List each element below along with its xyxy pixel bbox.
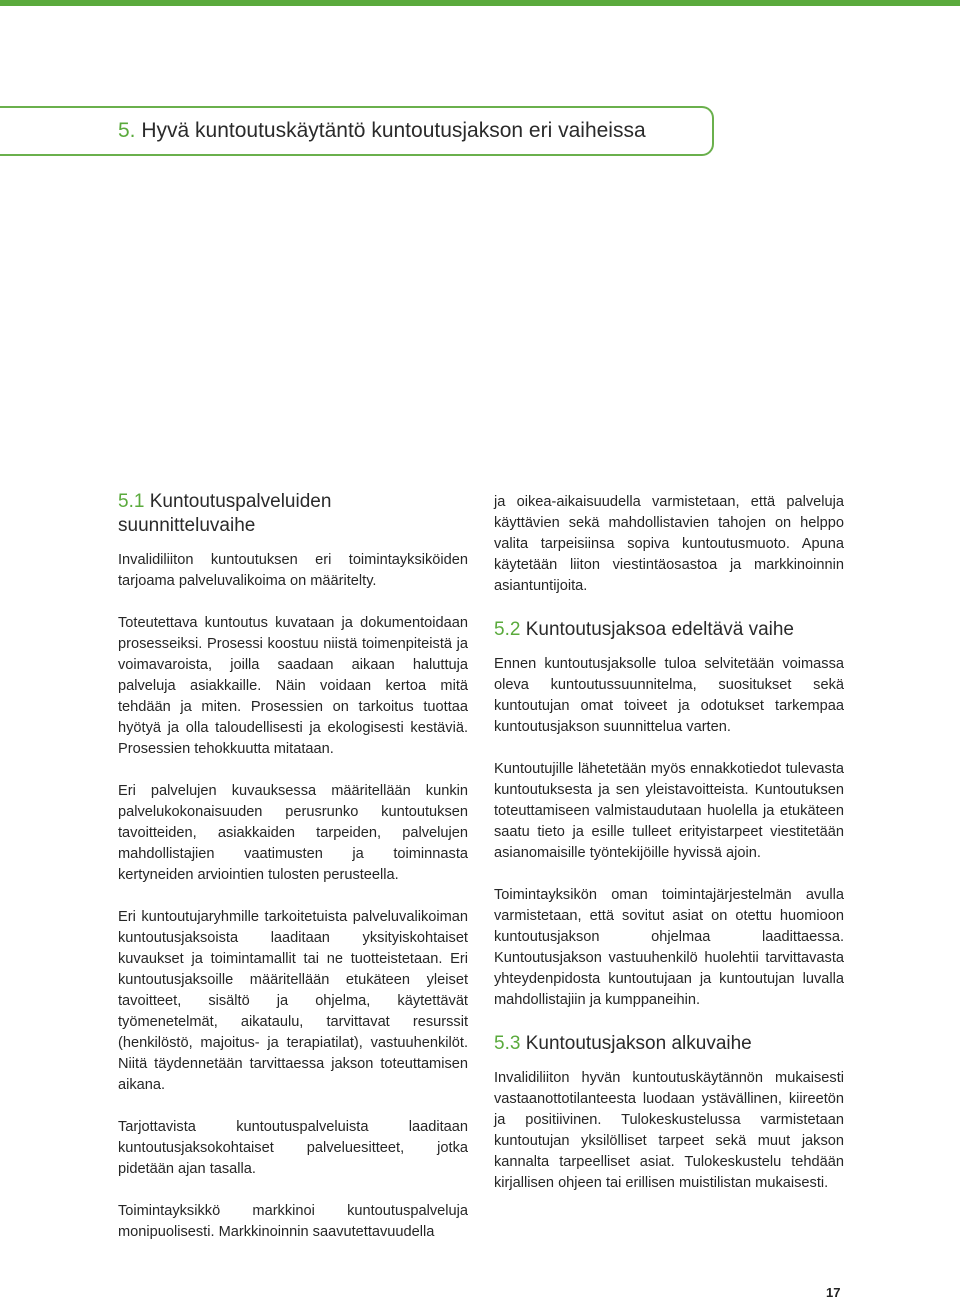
- paragraph-continuation: ja oikea-aikaisuudella varmistetaan, että palveluja käyttävien sekä mahdollistavien tahojen on helppo valita tarpeisiinsa sopiva kuntoutusmuoto. Apuna käytetään liiton viestintäosastoa ja markkinoinnin asiantuntijoita.: [494, 494, 844, 594]
- section-5-2-heading: [494, 618, 844, 642]
- page-number: 17: [826, 1285, 841, 1300]
- paragraph: Tarjottavista kuntoutuspalveluista laaditaan kuntoutusjaksokohtaiset palveluesitteet, jotka pidetään ajan tasalla.: [118, 1119, 468, 1177]
- section-title-line2: suunnitteluvaihe: [118, 515, 256, 536]
- section-number: 5.2: [494, 619, 521, 640]
- paragraph: Invalidiliiton kuntoutuksen eri toimintayksiköiden tarjoama palveluvalikoima on määritelty.: [118, 552, 468, 589]
- section-title: Kuntoutusjakson alkuvaihe: [525, 1033, 752, 1054]
- chapter-title-text: Hyvä kuntoutuskäytäntö kuntoutusjakson eri vaiheissa: [141, 119, 646, 142]
- paragraph: Invalidiliiton hyvän kuntoutuskäytännön mukaisesti vastaanottotilanteesta luodaan ystävällinen, kiireetön ja positiivinen. Tulokeskustelussa varmistetaan kuntoutujan yksilölliset tarpeet sekä muut jakson kannalta tarpeelliset asiat. Tulokeskustelu tehdään kirjallisen ohjeen tai erillisen muistilistan mukaisesti.: [494, 1070, 844, 1191]
- chapter-title: [118, 108, 646, 154]
- left-column: [118, 490, 468, 1264]
- paragraph: Toimintayksikön oman toimintajärjestelmän avulla varmistetaan, että sovitut asiat on otettu huomioon kuntoutusjakson ohjelmaa laadittaessa. Kuntoutusjakson vastuuhenkilö huolehtii tarvittavasta yhteydenpidosta kuntoutujaan ja kuntoutujan luvalla mahdollistajiin ja kumppaneihin.: [494, 887, 844, 1008]
- paragraph: Ennen kuntoutusjaksolle tuloa selvitetään voimassa oleva kuntoutussuunnitelma, suositukset sekä kuntoutujan omat toiveet ja odotukset tarkempaa kuntoutusjakson suunnittelua varten.: [494, 656, 844, 735]
- paragraph: Toimintayksikkö markkinoi kuntoutuspalveluja monipuolisesti. Markkinoinnin saavutettavuudella: [118, 1203, 468, 1240]
- chapter-banner: [0, 106, 714, 156]
- top-accent-bar: [0, 0, 960, 6]
- section-number: 5.1: [118, 491, 145, 512]
- right-column: [494, 492, 844, 1215]
- section-title: Kuntoutusjaksoa edeltävä vaihe: [525, 619, 795, 640]
- paragraph: Toteutettava kuntoutus kuvataan ja dokumentoidaan prosesseiksi. Prosessi koostuu niistä toimenpiteistä ja voimavaroista, joilla saadaan aikaan haluttuja palveluja asiakkaille. Näin voidaan kertoa mitä tehdään ja miten. Prosessien on tarkoitus tuottaa hyötyä ja olla taloudellisesti ja ekologisesti kestäviä. Prosessien tehokkuutta mitataan.: [118, 615, 468, 757]
- paragraph: Kuntoutujille lähetetään myös ennakkotiedot tulevasta kuntoutuksesta ja sen yleistavoitteista. Kuntoutuksen toteuttamiseen valmistaudutaan huolella ja etukäteen saatu tieto ja esille tulleet erityistarpeet viestitetään asianomaisille työntekijöille hyvissä ajoin.: [494, 761, 844, 861]
- chapter-number: 5.: [118, 119, 136, 142]
- section-5-1-heading: [118, 490, 468, 538]
- paragraph: Eri palvelujen kuvauksessa määritellään kunkin palvelukokonaisuuden perusrunko kuntoutuksen tavoitteiden, asiakkaiden tarpeiden, palvelujen mahdollistajien vaatimusten ja toiminnasta kertyneiden arviointien tulosten perusteella.: [118, 783, 468, 883]
- section-number: 5.3: [494, 1033, 521, 1054]
- section-5-3-heading: [494, 1032, 844, 1056]
- section-title: Kuntoutuspalveluiden: [149, 491, 332, 512]
- paragraph: Eri kuntoutujaryhmille tarkoitetuista palveluvalikoiman kuntoutusjaksoista laaditaan yksityiskohtaiset kuvaukset ja toimintamallit tai ne tuotteistetaan. Eri kuntoutusjaksoille määritellään etukäteen yleiset tavoitteet, sisältö ja ohjelma, käytettävät työmenetelmät, aikataulu, tarvittavat resurssit (henkilöstö, majoitus- ja terapiatilat), vastuuhenkilöt. Niitä täydennetään tarvittaessa jakson toteuttamisen aikana.: [118, 909, 468, 1093]
